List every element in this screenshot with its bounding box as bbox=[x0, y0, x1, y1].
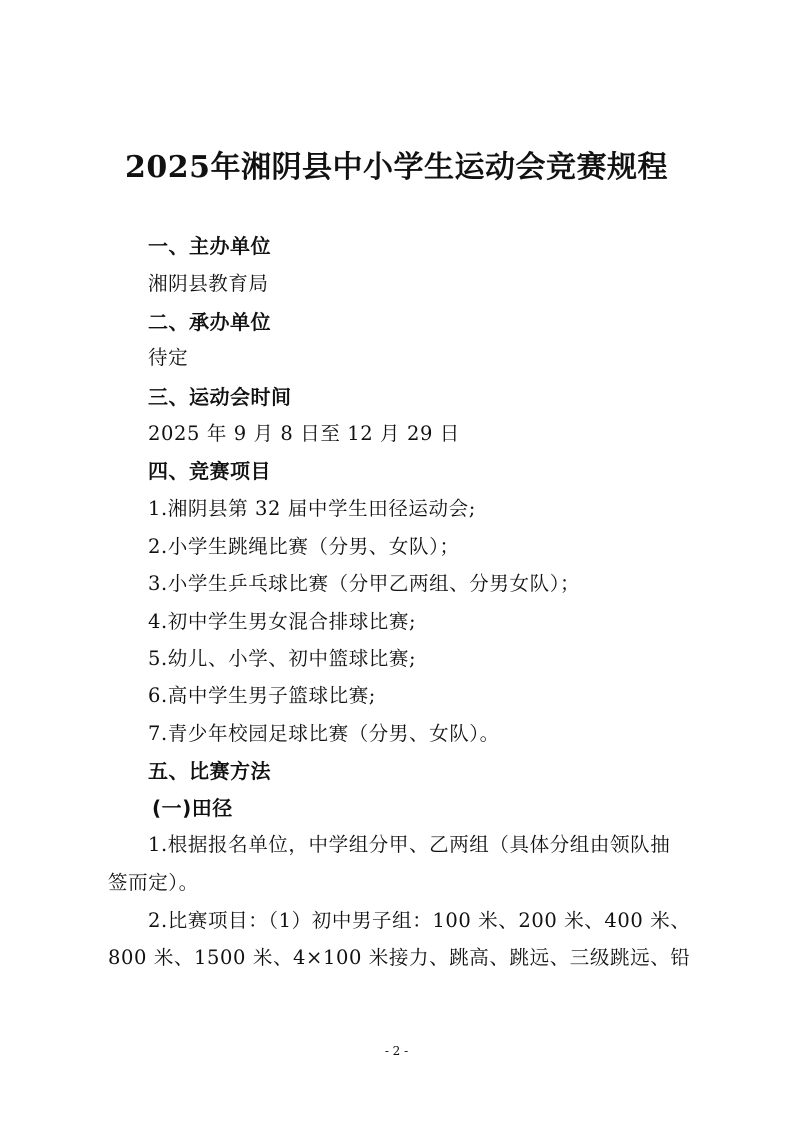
paragraph-line: 800 米、1500 米、4×100 米接力、跳高、跳远、三级跳远、铅 bbox=[108, 946, 691, 969]
subsection-heading-track-field: (一)田径 bbox=[152, 796, 233, 820]
list-item: 2.小学生跳绳比赛（分男、女队）； bbox=[148, 535, 460, 558]
paragraph-line: 1.根据报名单位，中学组分甲、乙两组（具体分组由领队抽 bbox=[148, 833, 671, 856]
list-item: 6.高中学生男子篮球比赛; bbox=[148, 684, 376, 707]
list-item: 4.初中学生男女混合排球比赛; bbox=[148, 610, 417, 633]
section-heading-method: 五、比赛方法 bbox=[148, 759, 271, 783]
list-item: 1.湘阴县第 32 届中学生田径运动会; bbox=[148, 497, 476, 520]
section-heading-time: 三、运动会时间 bbox=[148, 385, 292, 409]
list-item: 5.幼儿、小学、初中篮球比赛; bbox=[148, 647, 417, 670]
paragraph-line: 签而定）。 bbox=[108, 871, 199, 894]
document-title: 2025年湘阴县中小学生运动会竞赛规程 bbox=[125, 150, 668, 185]
section-heading-events: 四、竞赛项目 bbox=[148, 459, 271, 483]
list-item: 3.小学生乒乓球比赛（分甲乙两组、分男女队）； bbox=[148, 572, 581, 595]
page-number: - 2 - bbox=[384, 1044, 409, 1058]
section-heading-host: 二、承办单位 bbox=[148, 310, 271, 334]
section-body-organizer: 湘阴县教育局 bbox=[148, 272, 269, 295]
section-body-time: 2025 年 9 月 8 日至 12 月 29 日 bbox=[148, 422, 460, 445]
section-heading-organizer: 一、主办单位 bbox=[148, 234, 271, 258]
list-item: 7.青少年校园足球比赛（分男、女队）。 bbox=[148, 722, 500, 745]
paragraph-line: 2.比赛项目：（1）初中男子组：100 米、200 米、400 米、 bbox=[148, 909, 691, 932]
section-body-host: 待定 bbox=[148, 346, 189, 369]
